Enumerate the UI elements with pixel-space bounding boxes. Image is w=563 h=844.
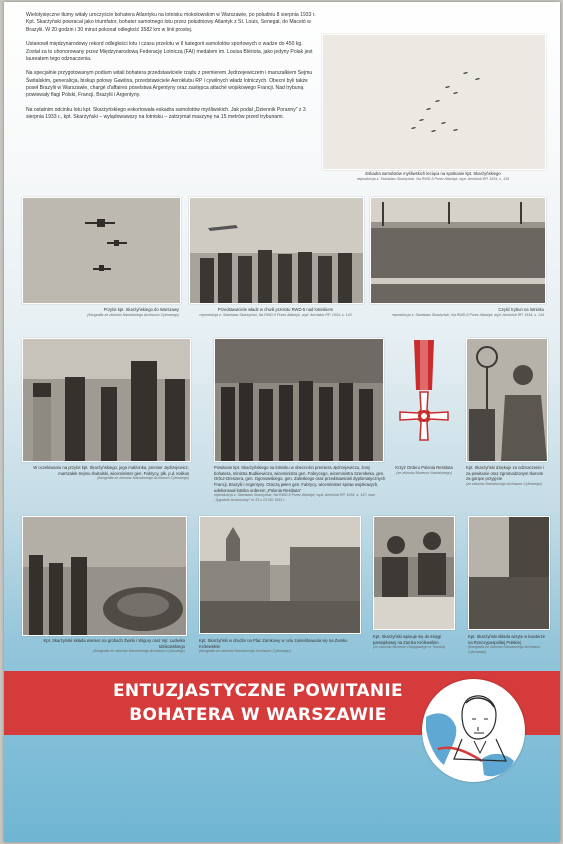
caption-book — [373, 634, 455, 650]
photo-castle — [199, 516, 361, 634]
caption-government — [189, 307, 362, 318]
caption-source: reprodukcja z: Stanisław Skarżyński, Na RWD-5 Przez Atlantyk, wyd. Aeroklub RP, 1934, s. 143 — [199, 312, 352, 317]
planes-in-sky — [23, 198, 180, 303]
caption-arrival — [22, 307, 179, 318]
caption-source: reprodukcja z: Stanisław Skarżyński, Na RWD-5 Przez Atlantyk, wyd. Aeroklub RP, 1934, s. 144 — [391, 312, 544, 317]
photo-portrait — [466, 338, 548, 462]
photo-escadrille — [322, 34, 546, 170]
caption-portrait — [466, 465, 548, 487]
wreath-laying — [23, 517, 186, 635]
officials-watching-sky — [190, 198, 363, 303]
fighter-planes-formation — [323, 35, 545, 169]
caption-title: Kpt. Skarżyński składa wizytę w kwaterze na Rzeczypospolitej Polskiej — [468, 634, 546, 645]
intro-paragraph: Na ostatnim odcinku lotu kpt. Skarżyńskiego eskortowała eskadra samolotów myśliwskich. Jak podał „Dziennik Poranny” z 3 sierpnia 1933 r., kpt. Skarżyński – wylądowawszy na lotnisku – zatrzymał maszynę na 15 metrów przed trybunami. — [26, 106, 306, 121]
caption-title: Kpt. Skarżyński składa wieniec na grobach Żwirki i Wigury oraz mjr. Ludwika Idzikowskiego — [43, 638, 185, 649]
photo-parade — [468, 516, 550, 630]
caption-title: Eskadra samolotów myśliwskich leciąca na spotkanie kpt. Skarżyńskiego — [365, 171, 501, 176]
photo-crowd — [370, 197, 546, 304]
photo-government — [189, 197, 364, 304]
poster-title-line: ENTUZJASTYCZNE POWITANIE — [113, 681, 403, 701]
exhibition-poster — [4, 2, 560, 842]
castle-square-street — [200, 517, 360, 633]
poster-title-line: BOHATERA W WARSZAWIE — [129, 705, 387, 725]
caption-parade — [468, 634, 550, 655]
intro-paragraph: Na specjalnie przygotowanym podium witali bohatera przedstawiciele rządu z premierem Jędrzejewiczem i marszałkiem Sejmu Świtalskim, generalicja, biskup polowy Gawlina, przedstawiciele Aeroklubu RP i cywilnych władz lotniczych. Obecni byli także poseł Brazylii w Warszawie, chargé d'affaires poselstwa Argentyny oraz zastępca attaché wojskowego Francji. Nad trybuną powiewały flagi Polski, Francji, Brazylii i Argentyny. — [26, 70, 313, 99]
caption-title: Powitanie kpt. Skarżyńskiego na lotnisku w obecności premiera Jędrzejewicza, żony bohatera, ministra Budkiewicza, wiceministra gen. Fabrycego, wiceministra Szembeka, gen. Orlicz-Dreszera, gen. Ogonowskiego, gen. Zaleskiego oraz przedstawicieli dyplomatycznych Francji, Brazylii i Argentyny. Otoczą pełen gen. Fabrycy, wiceminister spraw wojskowych, udekorował lotnika orderem „Polonia Restituta” — [214, 465, 386, 493]
photo-arrival — [22, 197, 181, 304]
caption-escadrille — [322, 171, 544, 182]
caption-source: (ze zbiorów Muzeum Okręgowego w Toruniu) — [373, 645, 446, 650]
caption-source: (fotografia ze zbiorów Narodowego Archiwum Cyfrowego) — [468, 645, 541, 655]
photo-welcome — [22, 338, 191, 462]
photo-wreath — [22, 516, 187, 636]
intro-paragraph: Wielotysięczne tłumy witały uroczyście bohatera Atlantyku na lotnisku mokotowskim w Warszawie, po południu 8 sierpnia 1933 r. Kpt. Skarżyński powracał jako triumfator, bohater samotnego lotu przez południowy Atlantyk z St. Louis, Senegal, do Maceió w Brazylii. W 20 godzin i 30 minut pokonał odległość 3582 km w linii prostej. — [26, 12, 316, 33]
order-cross-icon — [392, 338, 456, 460]
caption-source: reprodukcja z: Stanisław Skarżyński, Na RWD-5 Przez Atlantyk, wyd. Aeroklub RP, 1934, s. 147; oraz „Tygodnik Ilustrowany” nr 33 z 13 VIII 1933 r. — [214, 493, 376, 503]
caption-source: (ze zbiorów Muzeum Narodowego) — [396, 470, 452, 475]
street-crowd — [469, 517, 549, 629]
caption-welcome — [22, 465, 189, 481]
caption-title: Krzyż Orderu Polonia Restituta — [395, 465, 453, 470]
caption-title: Przedstawiciele władz w chwili przelotu RWD-5 nad lotniskiem — [217, 307, 334, 312]
portrait-map-badge — [422, 679, 525, 782]
caption-castle — [199, 638, 359, 654]
caption-title: Kpt. Skarżyński dziękuje za odznaczenie i za powitanie oraz zgromadzonym tłumom za gorące przyjęcie — [466, 465, 544, 482]
greeting-ceremony — [215, 339, 383, 461]
signing-guestbook — [374, 517, 454, 629]
portrait-with-atlantic-route-map-icon — [422, 679, 525, 782]
caption-title: Kpt. Skarżyński wpisuje się do księgi pamiątkowej na Zamku Królewskim — [373, 634, 442, 645]
crowd-on-stands — [371, 198, 545, 303]
poster-title — [102, 679, 414, 727]
caption-order — [386, 465, 462, 476]
intro-paragraph: Ustanowił międzynarodowy rekord odległości lotu i czasu przelotu w II kategorii samolotów sportowych o wadze do 450 kg. Został za to uhonorowany przez Międzynarodową Federację Lotniczą (FAI) medalem im. Louisa Blériota, jako jedyny Polak jest laureatem tego odznaczenia. — [26, 41, 313, 62]
photo-greeting — [214, 338, 384, 462]
officials-awaiting — [23, 339, 190, 461]
caption-title: Kpt. Skarżyński w drodze na Plac Zamkowy w celu zameldowania się na Zamku Królewskim — [199, 638, 348, 649]
caption-wreath — [22, 638, 185, 654]
order-illustration — [392, 338, 456, 460]
caption-source: reprodukcja z: Stanisław Skarżyński, Na RWD-5 Przez Atlantyk, wyd. Aeroklub RP, 1934, s. 135 — [356, 176, 510, 181]
caption-crowd — [370, 307, 544, 318]
caption-title: Przylot kpt. Skarżyńskiego do Warszawy — [103, 307, 179, 312]
portrait-with-microphone — [467, 339, 547, 461]
photo-book — [373, 516, 455, 630]
caption-source: (fotografia ze zbiorów Narodowego Archiwum Cyfrowego) — [199, 649, 291, 654]
caption-source: (fotografia ze zbiorów Narodowego Archiwum Cyfrowego) — [87, 312, 179, 317]
caption-source: (ze zbiorów Narodowego Archiwum Cyfrowego) — [466, 482, 542, 487]
caption-source: (fotografia ze zbiorów Narodowego Archiwum Cyfrowego) — [97, 476, 189, 481]
caption-title: W oczekiwaniu na przylot kpt. Skarżyńskiego, jego małżonka, premier Jędrzejewicz, marszałek Sejmu Świtalski, wiceminister gen. Fabrycy, płk. p.d. Kalkus — [33, 465, 189, 476]
caption-greeting — [214, 465, 386, 503]
caption-source: (fotografia ze zbiorów Narodowego Archiwum Cyfrowego) — [93, 649, 185, 654]
intro-text — [26, 12, 316, 129]
caption-title: Część trybun na lotnisku — [498, 307, 544, 312]
